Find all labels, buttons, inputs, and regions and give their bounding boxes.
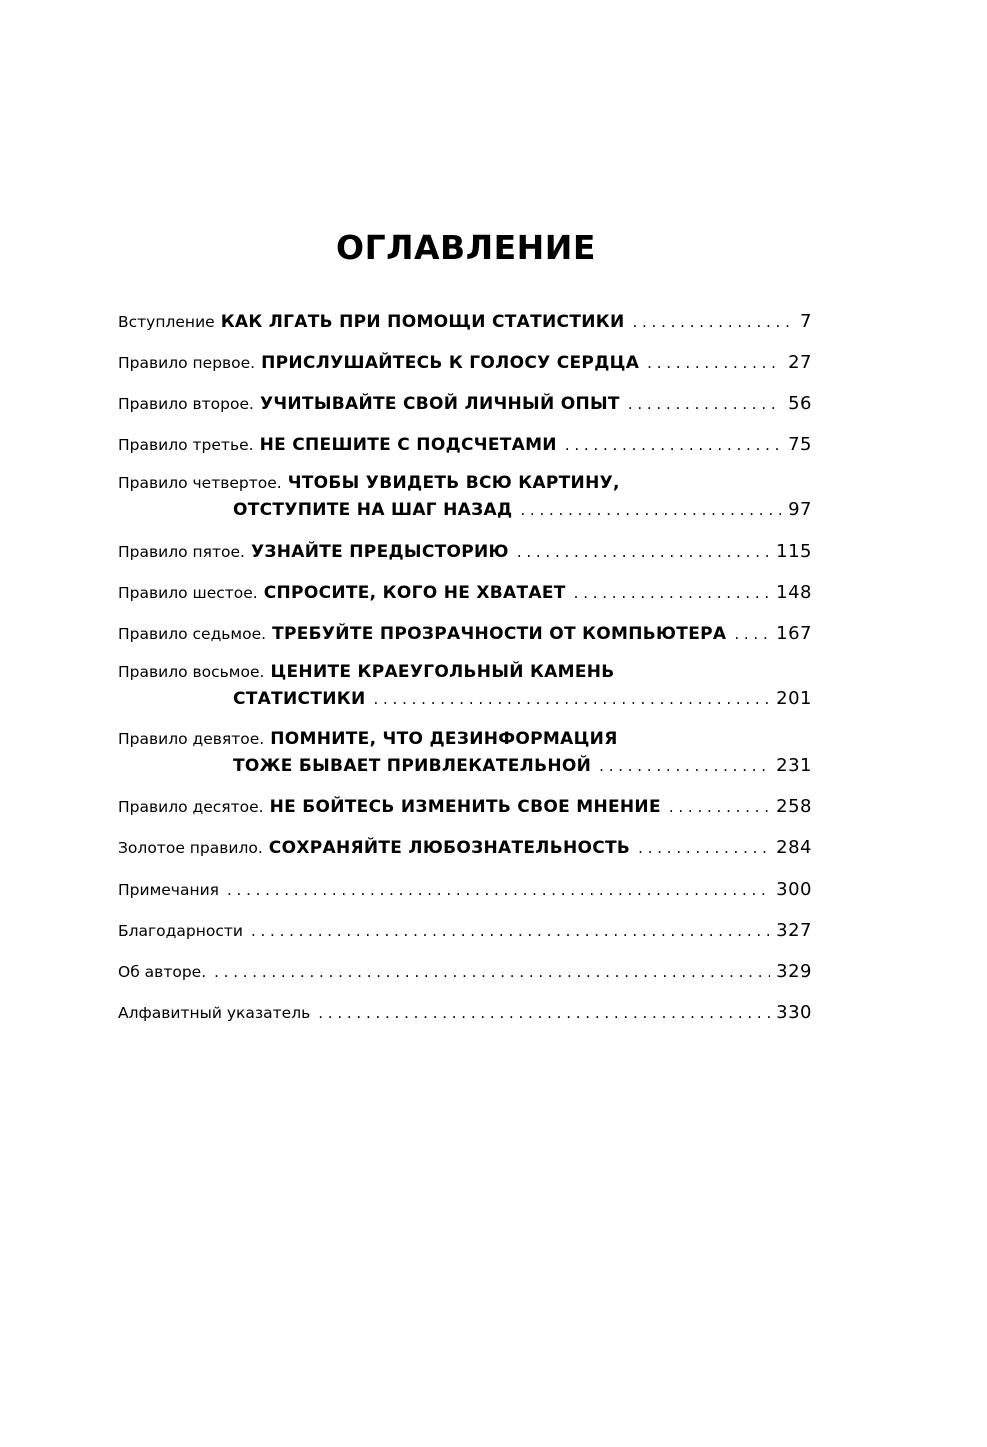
entry-prefix: Об авторе. bbox=[118, 963, 207, 981]
entry-page-number: 148 bbox=[776, 582, 812, 603]
entry-prefix: Правило десятое. bbox=[118, 798, 264, 816]
entry-heading: ЧТОБЫ УВИДЕТЬ ВСЮ КАРТИНУ, bbox=[287, 473, 620, 493]
dot-leader bbox=[647, 354, 782, 372]
toc-entry-index[interactable] bbox=[118, 1002, 812, 1028]
entry-page-number: 330 bbox=[776, 1002, 812, 1023]
toc-entry-about-author[interactable] bbox=[118, 961, 812, 987]
entry-page-number: 167 bbox=[776, 623, 812, 644]
toc-entry-rule-1[interactable] bbox=[118, 352, 812, 378]
entry-page-number: 329 bbox=[776, 961, 812, 982]
entry-heading: УЧИТЫВАЙТЕ СВОЙ ЛИЧНЫЙ ОПЫТ bbox=[259, 394, 620, 414]
toc-entry-rule-4[interactable] bbox=[118, 473, 812, 525]
entry-page-number: 284 bbox=[776, 837, 812, 858]
toc-entry-rule-7[interactable] bbox=[118, 623, 812, 649]
entry-heading: ПОМНИТЕ, ЧТО ДЕЗИНФОРМАЦИЯ bbox=[270, 729, 618, 749]
entry-prefix: Вступление bbox=[118, 313, 215, 331]
dot-leader bbox=[520, 501, 782, 519]
entry-page-number: 7 bbox=[800, 311, 812, 332]
dot-leader bbox=[638, 839, 770, 857]
entry-heading: ТРЕБУЙТЕ ПРОЗРАЧНОСТИ ОТ КОМПЬЮТЕРА bbox=[272, 624, 727, 644]
entry-heading: КАК ЛГАТЬ ПРИ ПОМОЩИ СТАТИСТИКИ bbox=[220, 312, 625, 332]
entry-heading-continued: ОТСТУПИТЕ НА ШАГ НАЗАД bbox=[233, 500, 513, 520]
toc-entry-rule-9[interactable] bbox=[118, 729, 812, 781]
entry-heading-continued: ТОЖЕ БЫВАЕТ ПРИВЛЕКАТЕЛЬНОЙ bbox=[233, 756, 592, 776]
dot-leader bbox=[251, 922, 770, 940]
dot-leader bbox=[632, 313, 794, 331]
page-title: ОГЛАВЛЕНИЕ bbox=[336, 228, 596, 267]
entry-heading: НЕ СПЕШИТЕ С ПОДСЧЕТАМИ bbox=[259, 435, 557, 455]
entry-prefix: Правило третье. bbox=[118, 436, 254, 454]
entry-prefix: Правило седьмое. bbox=[118, 625, 267, 643]
dot-leader bbox=[227, 881, 770, 899]
entry-heading: УЗНАЙТЕ ПРЕДЫСТОРИЮ bbox=[250, 542, 509, 562]
entry-prefix: Правило восьмое. bbox=[118, 663, 265, 681]
entry-page-number: 327 bbox=[776, 920, 812, 941]
entry-heading: СПРОСИТЕ, КОГО НЕ ХВАТАЕТ bbox=[263, 583, 566, 603]
dot-leader bbox=[574, 584, 770, 602]
dot-leader bbox=[669, 798, 770, 816]
entry-heading: ПРИСЛУШАЙТЕСЬ К ГОЛОСУ СЕРДЦА bbox=[261, 353, 640, 373]
entry-page-number: 258 bbox=[776, 796, 812, 817]
dot-leader bbox=[734, 625, 770, 643]
entry-prefix: Алфавитный указатель bbox=[118, 1004, 311, 1022]
entry-page-number: 27 bbox=[788, 352, 812, 373]
entry-page-number: 300 bbox=[776, 879, 812, 900]
dot-leader bbox=[628, 395, 782, 413]
entry-heading: СОХРАНЯЙТЕ ЛЮБОЗНАТЕЛЬНОСТЬ bbox=[268, 838, 631, 858]
entry-prefix: Правило первое. bbox=[118, 354, 256, 372]
dot-leader bbox=[599, 757, 770, 775]
entry-prefix: Примечания bbox=[118, 881, 219, 899]
entry-prefix: Правило четвертое. bbox=[118, 474, 282, 492]
entry-page-number: 97 bbox=[788, 499, 812, 520]
entry-page-number: 56 bbox=[788, 393, 812, 414]
entry-prefix: Правило девятое. bbox=[118, 730, 265, 748]
dot-leader bbox=[373, 690, 770, 708]
entry-heading: НЕ БОЙТЕСЬ ИЗМЕНИТЬ СВОЕ МНЕНИЕ bbox=[269, 797, 661, 817]
entry-prefix: Правило второе. bbox=[118, 395, 254, 413]
toc-entry-rule-8[interactable] bbox=[118, 662, 812, 714]
entry-heading-continued: СТАТИСТИКИ bbox=[233, 689, 366, 709]
entry-heading: ЦЕНИТЕ КРАЕУГОЛЬНЫЙ КАМЕНЬ bbox=[270, 662, 615, 682]
toc-entry-rule-5[interactable] bbox=[118, 541, 812, 567]
entry-prefix: Правило шестое. bbox=[118, 584, 258, 602]
toc-entry-rule-10[interactable] bbox=[118, 796, 812, 822]
entry-prefix: Благодарности bbox=[118, 922, 243, 940]
entry-prefix: Правило пятое. bbox=[118, 543, 245, 561]
toc-entry-introduction[interactable] bbox=[118, 311, 812, 337]
toc-entry-acknowledgements[interactable] bbox=[118, 920, 812, 946]
entry-page-number: 231 bbox=[776, 755, 812, 776]
toc-entry-rule-3[interactable] bbox=[118, 434, 812, 460]
toc-entry-rule-6[interactable] bbox=[118, 582, 812, 608]
entry-prefix: Золотое правило. bbox=[118, 839, 263, 857]
entry-page-number: 75 bbox=[788, 434, 812, 455]
toc-entry-notes[interactable] bbox=[118, 879, 812, 905]
entry-page-number: 201 bbox=[776, 688, 812, 709]
dot-leader bbox=[565, 436, 782, 454]
dot-leader bbox=[214, 963, 770, 981]
entry-page-number: 115 bbox=[776, 541, 812, 562]
toc-entry-golden-rule[interactable] bbox=[118, 837, 812, 863]
dot-leader bbox=[517, 543, 770, 561]
dot-leader bbox=[318, 1004, 770, 1022]
toc-entry-rule-2[interactable] bbox=[118, 393, 812, 419]
